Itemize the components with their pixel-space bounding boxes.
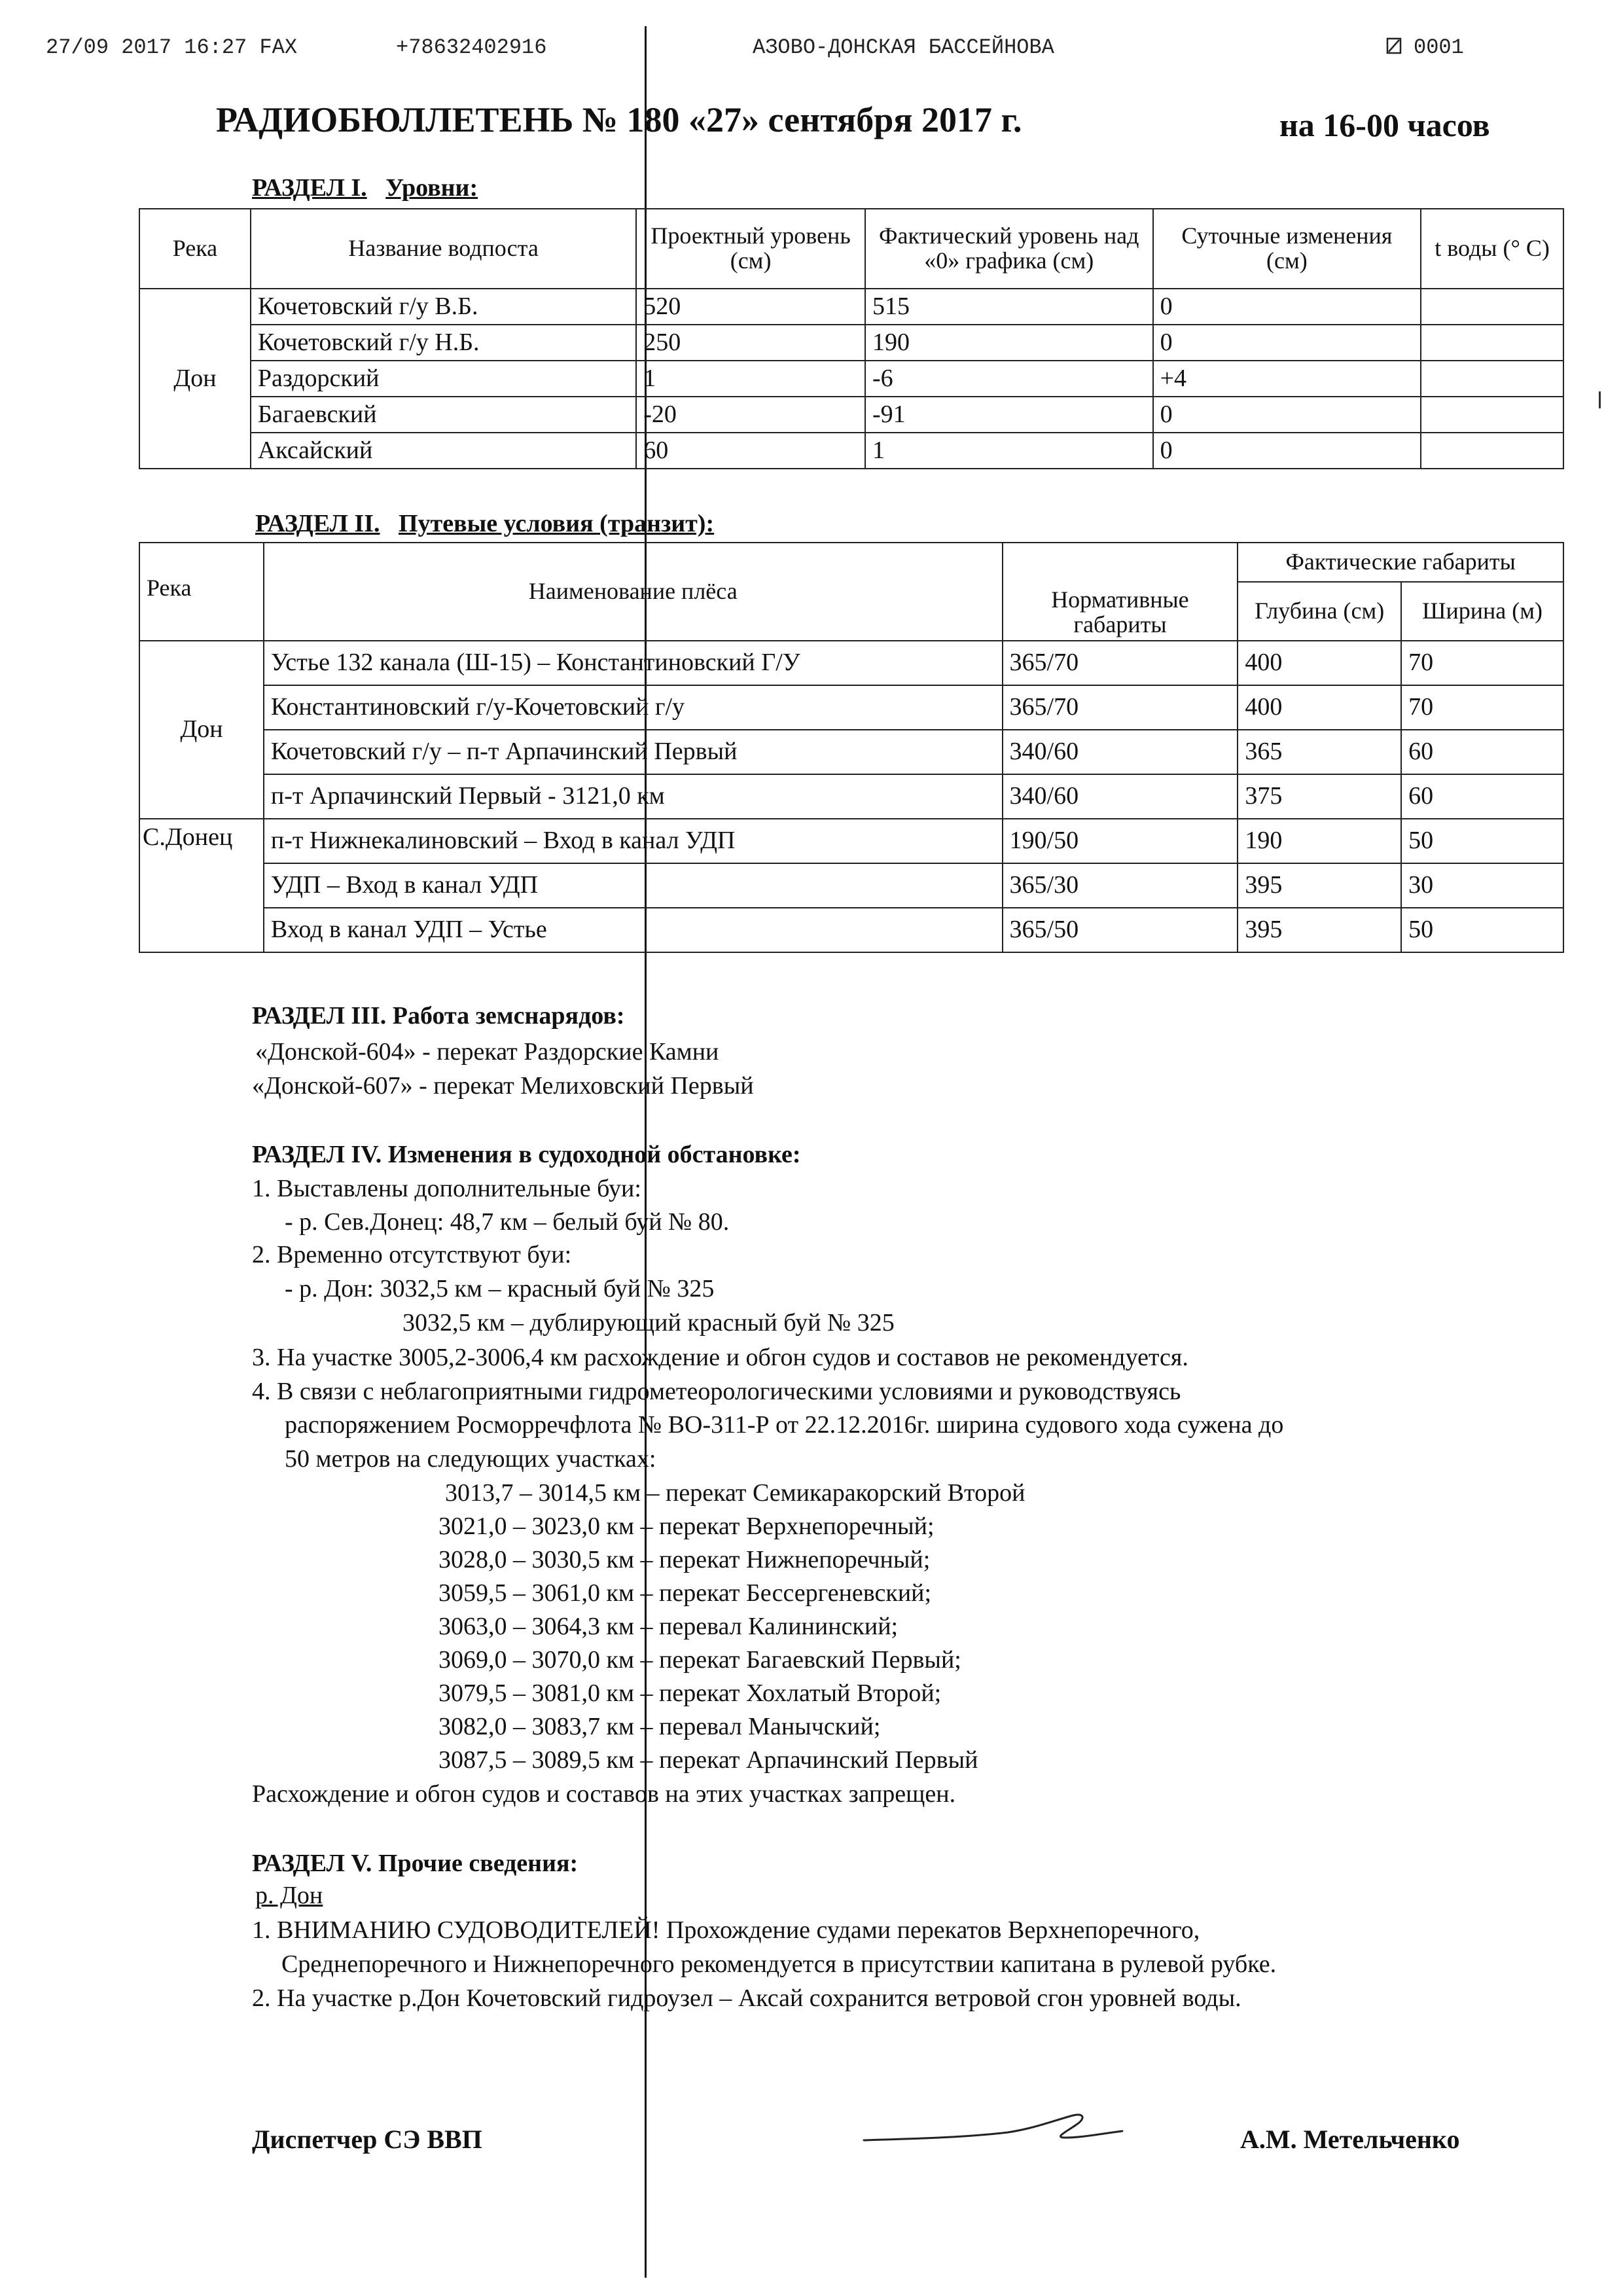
table-row <box>139 863 1563 908</box>
segment-line: 3082,0 – 3083,7 км – перевал Манычский; <box>438 1713 881 1740</box>
transit-width-cell: 60 <box>1401 730 1563 774</box>
levels-temp-cell <box>1421 433 1563 469</box>
transit-header-depth: Глубина (см) <box>1238 582 1401 641</box>
transit-norm-cell: 365/30 <box>1003 863 1238 908</box>
segment-line: 3059,5 – 3061,0 км – перекат Бессергеневский; <box>438 1579 932 1607</box>
table-row <box>139 641 1563 685</box>
fax-phone: +78632402916 <box>396 35 547 60</box>
section4-closing: Расхождение и обгон судов и составов на этих участках запрещен. <box>252 1780 956 1808</box>
transit-width-cell: 70 <box>1401 685 1563 730</box>
levels-project-cell: 60 <box>636 433 865 469</box>
levels-temp-cell <box>1421 361 1563 397</box>
transit-reach-cell: Вход в канал УДП – Устье <box>264 908 1003 952</box>
signature-position: Диспетчер СЭ ВВП <box>252 2125 482 2154</box>
transit-width-cell: 60 <box>1401 774 1563 819</box>
transit-reach-cell: Кочетовский г/у – п-т Арпачинский Первый <box>264 730 1003 774</box>
levels-temp-cell <box>1421 397 1563 433</box>
dredger-line: «Донской-604» - перекат Раздорские Камни <box>255 1038 719 1066</box>
transit-reach-cell: Устье 132 канала (Ш-15) – Константиновский Г/У <box>264 641 1003 685</box>
table-row <box>139 361 1563 397</box>
segment-line: 3079,5 – 3081,0 км – перекат Хохлатый Второй; <box>438 1679 942 1707</box>
section1-title: Уровни: <box>385 174 478 202</box>
levels-header-river: Река <box>139 209 251 289</box>
fax-datetime: 27/09 2017 16:27 FAX <box>46 35 298 60</box>
table-row <box>139 433 1563 469</box>
section5-line: Среднепоречного и Нижнепоречного рекомендуется в присутствии капитана в рулевой рубке. <box>281 1950 1277 1978</box>
levels-post-cell: Раздорский <box>251 361 636 397</box>
levels-actual-cell: -91 <box>865 397 1153 433</box>
bulletin-time: на 16-00 часов <box>1279 107 1490 143</box>
levels-daily-cell: 0 <box>1153 325 1421 361</box>
levels-temp-cell <box>1421 325 1563 361</box>
levels-actual-cell: 190 <box>865 325 1153 361</box>
section4-line: - р. Дон: 3032,5 км – красный буй № 325 <box>285 1275 715 1302</box>
levels-daily-cell: +4 <box>1153 361 1421 397</box>
dredger-line: «Донской-607» - перекат Мелиховский Первый <box>252 1072 754 1100</box>
bulletin-title: РАДИОБЮЛЛЕТЕНЬ № 180 «27» сентября 2017 г. <box>216 100 1022 139</box>
transit-river-cell: С.Донец <box>139 819 264 952</box>
section2-title: Путевые условия (транзит): <box>398 510 715 537</box>
section2-heading <box>255 509 714 538</box>
fax-page-label: 0001 <box>1403 35 1464 60</box>
transit-depth-cell: 365 <box>1238 730 1401 774</box>
table-row <box>139 774 1563 819</box>
transit-norm-cell: 365/50 <box>1003 908 1238 952</box>
table-row <box>139 325 1563 361</box>
levels-river-cell: Дон <box>139 289 251 469</box>
fax-page-number <box>1386 35 1464 60</box>
transit-norm-cell: 190/50 <box>1003 819 1238 863</box>
transit-river-cell: Дон <box>139 641 264 819</box>
section4-line: 2. Временно отсутствуют буи: <box>252 1241 572 1268</box>
table-row <box>139 289 1563 325</box>
transit-header-width: Ширина (м) <box>1401 582 1563 641</box>
levels-daily-cell: 0 <box>1153 289 1421 325</box>
section4-line: 3032,5 км – дублирующий красный буй № 325 <box>402 1309 895 1336</box>
transit-reach-cell: п-т Арпачинский Первый - 3121,0 км <box>264 774 1003 819</box>
transit-depth-cell: 395 <box>1238 863 1401 908</box>
table-row <box>139 730 1563 774</box>
transit-depth-cell: 395 <box>1238 908 1401 952</box>
section2-number: РАЗДЕЛ II. <box>255 510 380 537</box>
transit-header-river: Река <box>139 543 264 641</box>
segment-line: 3013,7 – 3014,5 км – перекат Семикаракорский Второй <box>445 1479 1026 1507</box>
section4-heading: РАЗДЕЛ IV. Изменения в судоходной обстановке: <box>252 1141 801 1168</box>
transit-reach-cell: Константиновский г/у-Кочетовский г/у <box>264 685 1003 730</box>
transit-header-reach: Наименование плёса <box>264 543 1003 641</box>
transit-depth-cell: 400 <box>1238 641 1401 685</box>
transit-width-cell: 50 <box>1401 908 1563 952</box>
section1-heading <box>252 173 478 202</box>
segment-line: 3021,0 – 3023,0 км – перекат Верхнепоречный; <box>438 1513 935 1540</box>
transit-reach-cell: п-т Нижнекалиновский – Вход в канал УДП <box>264 819 1003 863</box>
section1-number: РАЗДЕЛ I. <box>252 174 367 202</box>
handwritten-signature <box>857 2109 1132 2155</box>
section5-line: 1. ВНИМАНИЮ СУДОВОДИТЕЛЕЙ! Прохождение судами перекатов Верхнепоречного, <box>252 1916 1200 1944</box>
section5-line: 2. На участке р.Дон Кочетовский гидроузел – Аксай сохранится ветровой сгон уровней воды. <box>252 1984 1241 2012</box>
transit-depth-cell: 400 <box>1238 685 1401 730</box>
segment-line: 3069,0 – 3070,0 км – перекат Багаевский Первый; <box>438 1646 961 1674</box>
levels-post-cell: Кочетовский г/у В.Б. <box>251 289 636 325</box>
section4-line: распоряжением Росморречфлота № ВО-311-Р от 22.12.2016г. ширина судового хода сужена до <box>285 1411 1284 1439</box>
levels-post-cell: Аксайский <box>251 433 636 469</box>
levels-post-cell: Багаевский <box>251 397 636 433</box>
levels-header-project: Проектный уровень (см) <box>636 209 865 289</box>
transit-depth-cell: 190 <box>1238 819 1401 863</box>
levels-daily-cell: 0 <box>1153 433 1421 469</box>
levels-post-cell: Кочетовский г/у Н.Б. <box>251 325 636 361</box>
levels-actual-cell: 515 <box>865 289 1153 325</box>
levels-table <box>139 208 1564 469</box>
transit-width-cell: 30 <box>1401 863 1563 908</box>
section3-heading: РАЗДЕЛ III. Работа земснарядов: <box>252 1002 625 1030</box>
table-row <box>139 397 1563 433</box>
transit-norm-cell: 365/70 <box>1003 641 1238 685</box>
segment-line: 3087,5 – 3089,5 км – перекат Арпачинский Первый <box>438 1746 978 1774</box>
section4-line: 50 метров на следующих участках: <box>285 1445 656 1473</box>
scan-tick-mark <box>1599 391 1601 408</box>
levels-actual-cell: 1 <box>865 433 1153 469</box>
fax-header <box>46 35 1486 68</box>
transit-header-norm: Нормативные габариты <box>1003 543 1238 641</box>
signature-name: А.М. Метельченко <box>1240 2125 1460 2154</box>
section4-line: 4. В связи с неблагоприятными гидрометеорологическими условиями и руководствуясь <box>252 1378 1181 1405</box>
segment-line: 3063,0 – 3064,3 км – перевал Калининский; <box>438 1613 899 1640</box>
transit-header-row <box>139 543 1563 582</box>
levels-header-actual: Фактический уровень над «0» графика (см) <box>865 209 1153 289</box>
section4-line: - р. Сев.Донец: 48,7 км – белый буй № 80. <box>285 1208 730 1236</box>
transit-depth-cell: 375 <box>1238 774 1401 819</box>
section4-line: 1. Выставлены дополнительные буи: <box>252 1175 641 1202</box>
levels-actual-cell: -6 <box>865 361 1153 397</box>
fax-organization: АЗОВО-ДОНСКАЯ БАССЕЙНОВА <box>753 35 1054 60</box>
transit-reach-cell: УДП – Вход в канал УДП <box>264 863 1003 908</box>
levels-header-post: Название водпоста <box>251 209 636 289</box>
transit-header-actual-group: Фактические габариты <box>1238 543 1563 582</box>
fax-page-icon <box>1386 37 1403 56</box>
table-row <box>139 908 1563 952</box>
transit-norm-cell: 340/60 <box>1003 730 1238 774</box>
levels-project-cell: 520 <box>636 289 865 325</box>
levels-project-cell: 250 <box>636 325 865 361</box>
levels-header-row <box>139 209 1563 289</box>
transit-width-cell: 70 <box>1401 641 1563 685</box>
table-row <box>139 819 1563 863</box>
section5-river: р. Дон <box>255 1882 323 1909</box>
table-row <box>139 685 1563 730</box>
transit-norm-cell: 340/60 <box>1003 774 1238 819</box>
levels-project-cell: 1 <box>636 361 865 397</box>
section4-line: 3. На участке 3005,2-3006,4 км расхождение и обгон судов и составов не рекомендуется. <box>252 1344 1188 1371</box>
levels-header-temp: t воды (° С) <box>1421 209 1563 289</box>
transit-norm-cell: 365/70 <box>1003 685 1238 730</box>
transit-width-cell: 50 <box>1401 819 1563 863</box>
transit-table <box>139 542 1564 953</box>
levels-header-daily: Суточные изменения (см) <box>1153 209 1421 289</box>
section5-heading: РАЗДЕЛ V. Прочие сведения: <box>252 1850 579 1877</box>
levels-project-cell: -20 <box>636 397 865 433</box>
segment-line: 3028,0 – 3030,5 км – перекат Нижнепоречный; <box>438 1546 931 1573</box>
levels-temp-cell <box>1421 289 1563 325</box>
levels-daily-cell: 0 <box>1153 397 1421 433</box>
